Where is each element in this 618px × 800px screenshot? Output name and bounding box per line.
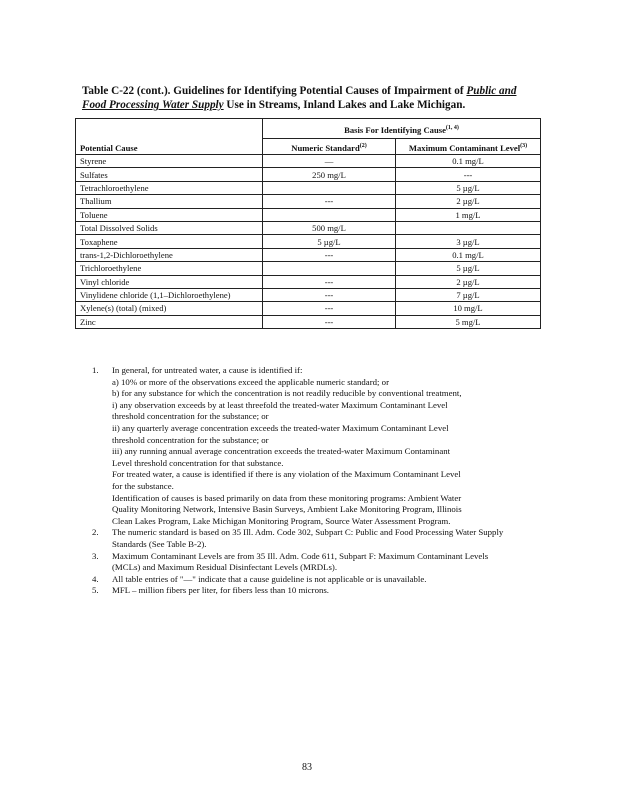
table-row	[76, 155, 541, 168]
cell-numeric-standard: ---	[263, 195, 396, 208]
footnote-1-ident-3: Clean Lakes Program, Lake Michigan Monitoring Program, Source Water Assessment Program.	[112, 515, 451, 526]
footnote-1-treated-cont: for the substance.	[112, 480, 174, 491]
cell-numeric-standard	[263, 181, 396, 194]
cell-potential-cause: Total Dissolved Solids	[76, 221, 263, 234]
footnote-1-ident-2: Quality Monitoring Network, Intensive Basin Surveys, Ambient Lake Monitoring Program, Illinois	[112, 504, 462, 515]
cell-mcl: 2 µg/L	[396, 195, 541, 208]
cell-potential-cause: Tetrachloroethylene	[76, 181, 263, 194]
table-row	[76, 195, 541, 208]
cell-numeric-standard: 500 mg/L	[263, 221, 396, 234]
impairment-table	[75, 118, 541, 329]
footnote-1b-i-cont: threshold concentration for the substance; or	[112, 411, 269, 422]
table-row	[76, 181, 541, 194]
cell-potential-cause: Zinc	[76, 315, 263, 328]
cell-potential-cause: Vinyl chloride	[76, 275, 263, 288]
cell-numeric-standard: ---	[263, 302, 396, 315]
title-suffix: Use in Streams, Inland Lakes and Lake Michigan.	[223, 99, 466, 111]
cell-mcl	[396, 221, 541, 234]
cell-numeric-standard: ---	[263, 275, 396, 288]
footnote-4: All table entries of "—" indicate that a cause guideline is not applicable or is unavailable.	[112, 573, 427, 584]
cell-mcl: 10 mg/L	[396, 302, 541, 315]
table-row	[76, 208, 541, 221]
cell-numeric-standard: ---	[263, 315, 396, 328]
cell-mcl: 3 µg/L	[396, 235, 541, 248]
cell-potential-cause: Thallium	[76, 195, 263, 208]
cell-mcl: 5 mg/L	[396, 315, 541, 328]
footnote-5: MFL – million fibers per liter, for fibers less than 10 microns.	[112, 585, 330, 596]
footnotes: 1. In general, for untreated water, a cause is identified if: a) 10% or more of the observations exceed the applicable numeric standard; or b) for any substance for which the concentration is not readily reducible by conventional treatment, i) any observation exceeds by at least threefold the treated-water Maximum Contaminant Level threshold concentration for the substance; or ii) any quarterly average concentration exceeds the treated-water Maximum Contaminant Level threshold concentration for the substance; or iii) any running annual average concentration exceeds the treated-water Maximum Contaminant Level threshold concentration for that substance. For treated water, a cause is identified if there is any violation of the Maximum Contaminant Level for the substance. Identification of causes is based primarily on data from these monitoring programs: Ambient Water Quality Monitoring Network, Intensive Basin Surveys, Ambient Lake Monitoring Program, Illinois Clean Lakes Program, Lake Michigan Monitoring Program, Source Water Assessment Program. 2. The numeric standard is based on 35 Ill. Adm. Code 302, Subpart C: Public and Food Processing Water Supply Standards (See Table B-2). 3. Maximum Contaminant Levels are from 35 Ill. Adm. Code 611, Subpart F: Maximum Contaminant Levels (MCLs) and Maximum Residual Disinfectant Levels (MRDLs). 4. All table entries of "—" indicate that a cause guideline is not applicable or is unavailable. 5. MFL – million fibers per liter, for fibers less than 10 microns.	[92, 365, 504, 596]
footnote-3-cont: (MCLs) and Maximum Residual Disinfectant Levels (MRDLs).	[112, 562, 338, 573]
table-row	[76, 248, 541, 261]
cell-potential-cause: Vinylidene chloride (1,1–Dichloroethylene)	[76, 288, 263, 301]
table-row	[76, 275, 541, 288]
footnote-1b-ii-cont: threshold concentration for the substance; or	[112, 434, 269, 445]
cell-potential-cause: Styrene	[76, 155, 263, 168]
cell-potential-cause: Xylene(s) (total) (mixed)	[76, 302, 263, 315]
footnote-3: Maximum Contaminant Levels are from 35 Ill. Adm. Code 611, Subpart F: Maximum Contaminant Levels	[112, 550, 489, 561]
cell-mcl: 1 mg/L	[396, 208, 541, 221]
cell-potential-cause: Trichloroethylene	[76, 262, 263, 275]
cell-numeric-standard: ---	[263, 288, 396, 301]
footnote-1a: a) 10% or more of the observations exceed the applicable numeric standard; or	[112, 376, 389, 387]
cell-mcl: 0.1 mg/L	[396, 155, 541, 168]
footnote-1: In general, for untreated water, a cause is identified if:	[112, 365, 303, 375]
cell-numeric-standard	[263, 208, 396, 221]
table-row	[76, 302, 541, 315]
title-prefix: Table C-22 (cont.). Guidelines for Identifying Potential Causes of Impairment of	[82, 85, 467, 97]
page-number: 83	[302, 762, 312, 773]
cell-mcl: 0.1 mg/L	[396, 248, 541, 261]
footnote-1b-iii-cont: Level threshold concentration for that substance.	[112, 457, 284, 468]
footnote-1-treated: For treated water, a cause is identified if there is any violation of the Maximum Contaminant Level	[112, 469, 461, 480]
footnote-1b: b) for any substance for which the concentration is not readily reducible by conventional treatment,	[112, 388, 462, 399]
cell-numeric-standard: ---	[263, 248, 396, 261]
cell-numeric-standard: 5 µg/L	[263, 235, 396, 248]
cell-potential-cause: trans-1,2-Dichloroethylene	[76, 248, 263, 261]
table-row	[76, 221, 541, 234]
footnote-2: The numeric standard is based on 35 Ill. Adm. Code 302, Subpart C: Public and Food Processing Water Supply	[112, 527, 504, 538]
footnote-1b-iii: iii) any running annual average concentration exceeds the treated-water Maximum Contaminant	[112, 446, 451, 457]
footnote-2-cont: Standards (See Table B-2).	[112, 538, 207, 549]
cell-mcl: 5 µg/L	[396, 262, 541, 275]
footnote-1b-ii: ii) any quarterly average concentration exceeds the treated-water Maximum Contaminant Level	[112, 422, 449, 433]
footnote-1-ident: Identification of causes is based primarily on data from these monitoring programs: Ambient Water	[112, 492, 462, 503]
footnote-1b-i: i) any observation exceeds by at least threefold the treated-water Maximum Contaminant Level	[112, 399, 448, 410]
cell-mcl: 7 µg/L	[396, 288, 541, 301]
cell-mcl: 2 µg/L	[396, 275, 541, 288]
table-row	[76, 235, 541, 248]
cell-potential-cause: Sulfates	[76, 168, 263, 181]
header-numeric-standard: Numeric Standard$^{(2)}$	[263, 139, 396, 155]
table-row	[76, 262, 541, 275]
cell-mcl: 5 µg/L	[396, 181, 541, 194]
cell-numeric-standard: 250 mg/L	[263, 168, 396, 181]
title-emphasis: Public and Food Processing Water Supply	[82, 85, 517, 111]
cell-potential-cause: Toluene	[76, 208, 263, 221]
table-row	[76, 288, 541, 301]
cell-potential-cause: Toxaphene	[76, 235, 263, 248]
header-mcl: Maximum Contaminant Level$^{(3)}$	[396, 139, 541, 155]
cell-numeric-standard	[263, 262, 396, 275]
header-basis: Basis For Identifying Cause$^{(1, 4)}$	[263, 119, 541, 139]
cell-mcl: ---	[396, 168, 541, 181]
table-row	[76, 168, 541, 181]
table-row	[76, 315, 541, 328]
header-potential-cause: Potential Cause	[76, 119, 263, 155]
cell-numeric-standard: —	[263, 155, 396, 168]
table-title	[82, 84, 542, 112]
